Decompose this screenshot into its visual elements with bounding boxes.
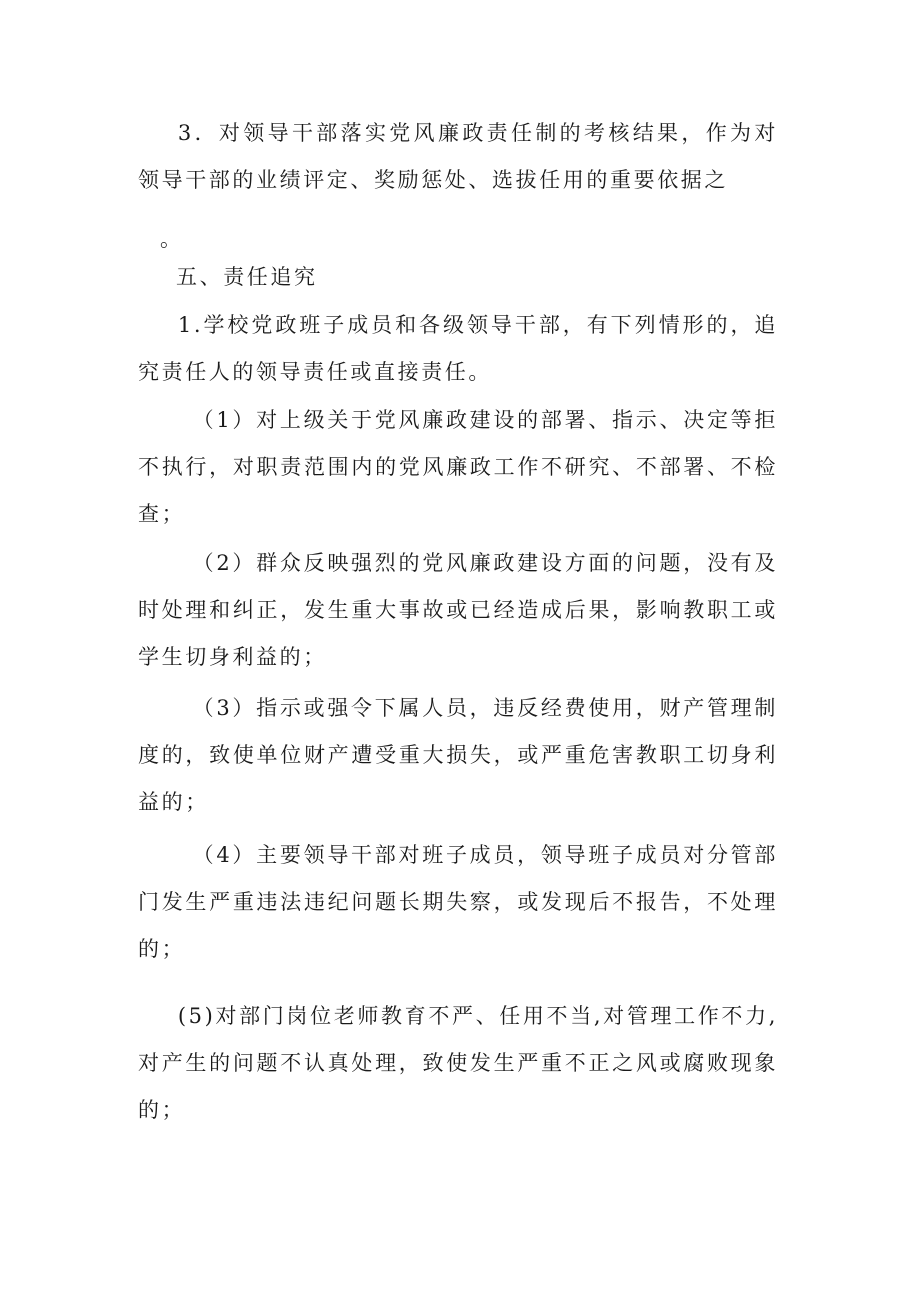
sub-item-3-instruct-subordinates: （3）指示或强令下属人员，违反经费使用，财产管理制度的，致使单位财产遭受重大损失，或严重危害教职工切身利益的； <box>138 696 778 814</box>
sub-item-5-education-not-strict: (5)对部门岗位老师教育不严、任用不当,对管理工作不力,对产生的问题不认真处理，致使发生严重不正之风或腐败现象的； <box>138 1004 778 1122</box>
sub-item-1-refuse-to-execute: （1）对上级关于党风廉政建设的部署、指示、决定等拒不执行，对职责范围内的党风廉政工作不研究、不部署、不检查； <box>138 408 778 526</box>
item-1-leaders-responsibility: 1.学校党政班子成员和各级领导干部，有下列情形的，追究责任人的领导责任或直接责任。 <box>138 313 778 384</box>
paragraph-assessment-results: 3．对领导干部落实党风廉政责任制的考核结果，作为对领导干部的业绩评定、奖励惩处、选拔任用的重要依据之 <box>138 121 778 192</box>
paragraph-assessment-results-end: 。 <box>160 227 181 251</box>
sub-item-4-oversight-failure: （4）主要领导干部对班子成员，领导班子成员对分管部门发生严重违法违纪问题长期失察，或发现后不报告，不处理的； <box>138 843 778 961</box>
section-heading-accountability: 五、责任追究 <box>176 265 318 289</box>
sub-item-2-mass-complaints: （2）群众反映强烈的党风廉政建设方面的问题，没有及时处理和纠正，发生重大事故或已经造成后果，影响教职工或学生切身利益的； <box>138 551 778 669</box>
